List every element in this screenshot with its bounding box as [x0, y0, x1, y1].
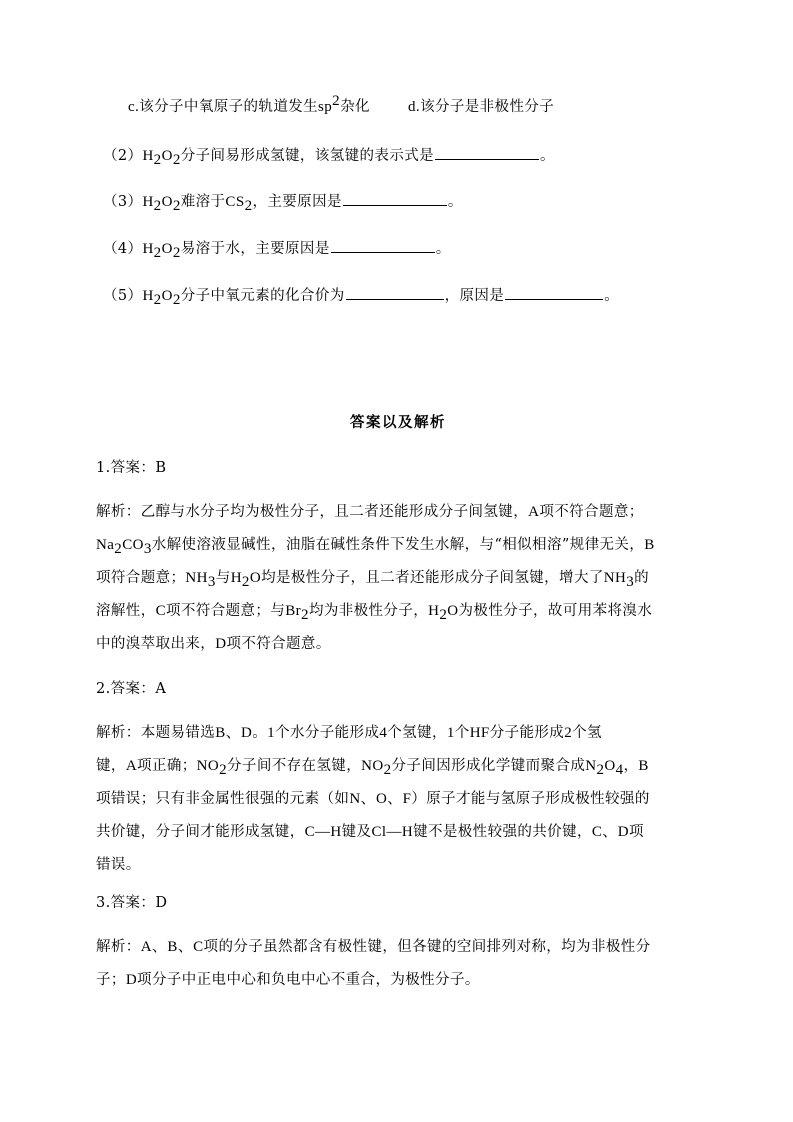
answer-1-line-5: 中的溴萃取出来，D项不符合题意。 [96, 636, 331, 652]
answer-blank[interactable] [346, 285, 444, 300]
answer-3-label: 3.答案：D [96, 895, 168, 911]
answer-1-label: 1.答案：B [96, 460, 167, 476]
option-c: c.该分子中氧原子的轨道发生$sp^2$杂化 [128, 93, 370, 115]
answer-2-line-5: 错误。 [96, 857, 141, 873]
answer-blank[interactable] [435, 145, 539, 160]
answer-blank[interactable] [343, 191, 447, 206]
question-3: $(3)H_2O_2$难溶于$CS_2$，主要原因是 。 [103, 191, 463, 212]
answer-3-line-1: 解析：A、B、C项的分子虽然都含有极性键，但各键的空间排列对称，均为非极性分 [96, 939, 651, 955]
answer-2-line-3: 项错误；只有非金属性很强的元素（如N、O、F）原子才能与氢原子形成极性较强的 [96, 791, 650, 807]
option-d: d.该分子是非极性分子 [408, 99, 555, 115]
answer-2-label: 2.答案：A [96, 681, 167, 697]
answer-blank[interactable] [505, 285, 603, 300]
answers-heading: 答案以及解析 [350, 414, 446, 431]
answer-1-line-4: 溶解性，C项不符合题意；与$Br_2$均为非极性分子，$H_2O$为极性分子，故可用苯将溴水 [96, 603, 653, 623]
answer-2-line-1: 解析：本题易错选B、D。1个水分子能形成4个氢键，1个HF分子能形成2个氢 [96, 725, 602, 741]
answer-2-line-4: 共价键，分子间才能形成氢键，C—H键及Cl—H键不是极性较强的共价键，C、D项 [96, 824, 644, 840]
question-5: $(5)H_2O_2$分子中氧元素的化合价为 ，原因是 。 [103, 285, 619, 306]
question-2: $(2)H_2O_2$分子间易形成氢键，该氢键的表示式是 。 [103, 145, 555, 166]
answer-blank[interactable] [331, 238, 435, 253]
answer-1-line-2: $Na_2CO_3$水解使溶液显碱性，油脂在碱性条件下发生水解，与“相似相溶”规律无关，B [96, 537, 655, 557]
answer-1-line-1: 解析：乙醇与水分子均为极性分子，且二者还能形成分子间氢键，A项不符合题意； [96, 504, 644, 520]
question-4: $(4)H_2O_2$易溶于水，主要原因是 。 [103, 238, 451, 259]
answer-3-line-2: 子；D项分子中正电中心和负电中心不重合，为极性分子。 [96, 972, 480, 988]
answer-2-line-2: 键，A项正确；$NO_2$分子间不存在氢键，$NO_2$分子间因形成化学键而聚合成$N_2O_4$，B [96, 758, 649, 778]
answer-1-line-3: 项符合题意；$NH_3$与$H_2O$均是极性分子，且二者还能形成分子间氢键，增大了$NH_3$的 [96, 570, 650, 590]
